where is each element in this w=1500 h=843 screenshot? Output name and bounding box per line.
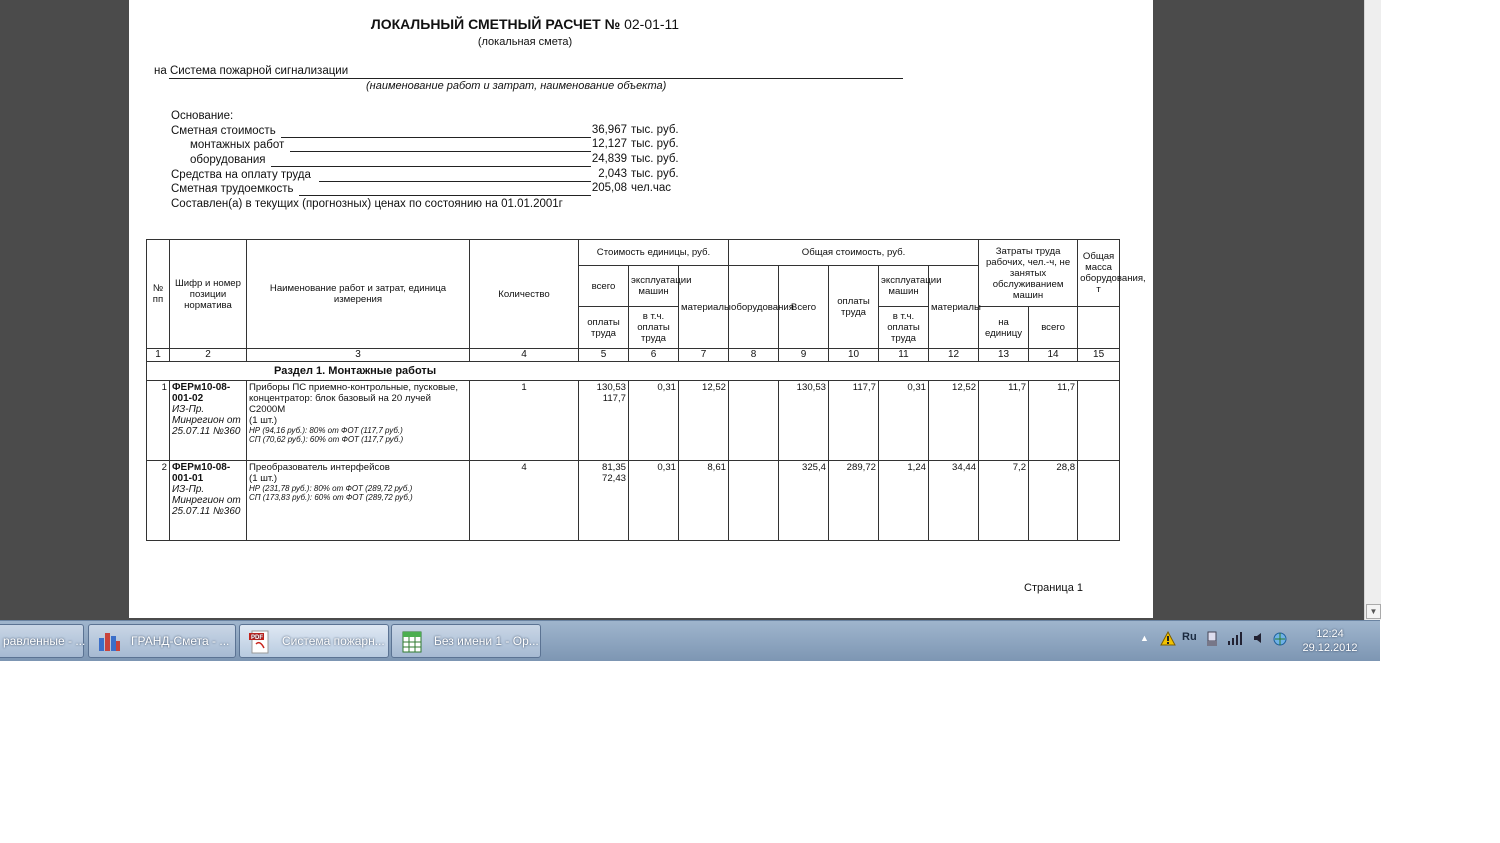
row-code-ref: ИЗ-Пр. Минрегион от 25.07.11 №360 xyxy=(172,484,241,517)
row-unit-cost-wages: 117,7 xyxy=(602,393,626,404)
header-unit-cost: Стоимость единицы, руб. xyxy=(579,240,729,266)
header-mass: Общая масса оборудования, т xyxy=(1078,240,1120,307)
summary-unit: тыс. руб. xyxy=(631,168,679,180)
pdf-icon xyxy=(248,630,272,652)
clock-time: 12:24 xyxy=(1316,628,1344,640)
object-underline xyxy=(169,78,903,79)
header-empty xyxy=(1078,307,1120,349)
row-c9: 325,4 xyxy=(779,461,829,541)
page-subtitle: (локальная смета) xyxy=(477,36,573,48)
header-labor: Затраты труда рабочих, чел.-ч, не занятых обслуживанием машин xyxy=(979,240,1078,307)
clock-date: 29.12.2012 xyxy=(1302,642,1358,654)
row-c15 xyxy=(1078,381,1120,461)
summary-underline xyxy=(271,166,591,167)
summary-value: 12,127 xyxy=(591,138,627,150)
header-total-cost: Общая стоимость, руб. xyxy=(729,240,979,266)
summary-value: 205,08 xyxy=(591,182,627,194)
row-unit-cost-wages: 72,43 xyxy=(601,473,626,484)
row-note: СП (70,62 руб.): 60% от ФОТ (117,7 руб.) xyxy=(249,435,404,444)
taskbar-item-spreadsheet[interactable] xyxy=(391,624,541,658)
summary-unit: тыс. руб. xyxy=(631,124,679,136)
page-title xyxy=(129,16,921,32)
row-num: 2 xyxy=(147,461,170,541)
col-number: 12 xyxy=(929,349,979,362)
row-code: ФЕРм10-08-001-01 xyxy=(172,462,231,484)
row-note: НР (231,78 руб.): 80% от ФОТ (289,72 руб.) xyxy=(249,484,413,493)
col-number: 6 xyxy=(629,349,679,362)
summary-label: Сметная трудоемкость xyxy=(171,183,294,195)
row-name-cell xyxy=(247,381,470,461)
header-wages: оплаты труда xyxy=(579,307,629,349)
prices-note: Составлен(а) в текущих (прогнозных) ценах по состоянию на 01.01.2001г xyxy=(171,198,563,210)
row-unit-cost xyxy=(579,381,629,461)
row-c8 xyxy=(729,381,779,461)
usb-icon[interactable] xyxy=(1205,631,1219,650)
row-c6: 0,31 xyxy=(629,461,679,541)
taskbar-item-pdf[interactable] xyxy=(239,624,389,658)
object-prefix: на xyxy=(154,65,167,77)
row-note: НР (94,16 руб.): 80% от ФОТ (117,7 руб.) xyxy=(249,426,403,435)
header-per-unit: на единицу xyxy=(979,307,1029,349)
vertical-scrollbar[interactable] xyxy=(1364,0,1381,620)
language-indicator[interactable]: Ru xyxy=(1182,631,1197,643)
taskbar-item-label: Без имени 1 - Ор... xyxy=(434,634,539,648)
header-machines: эксплуатации машин xyxy=(629,266,679,307)
col-number: 9 xyxy=(779,349,829,362)
show-hidden-icons-icon[interactable]: ▲ xyxy=(1140,633,1149,643)
row-code-ref: ИЗ-Пр. Минрегион от 25.07.11 №360 xyxy=(172,404,241,437)
row-c13: 11,7 xyxy=(979,381,1029,461)
summary-label: монтажных работ xyxy=(190,139,285,151)
header-qty: Количество xyxy=(470,240,579,349)
grand-smeta-icon xyxy=(97,630,121,652)
row-c8 xyxy=(729,461,779,541)
taskbar-item-label: Система пожарн... xyxy=(282,634,385,648)
col-number: 1 xyxy=(147,349,170,362)
svg-text:PDF: PDF xyxy=(251,635,263,641)
row-code-cell xyxy=(170,381,247,461)
basis-label: Основание: xyxy=(171,110,234,122)
system-clock[interactable] xyxy=(1300,627,1360,655)
col-number: 11 xyxy=(879,349,929,362)
scroll-down-arrow-icon[interactable]: ▼ xyxy=(1366,604,1381,619)
row-c11: 1,24 xyxy=(879,461,929,541)
row-c11: 0,31 xyxy=(879,381,929,461)
header-code: Шифр и номер позиции норматива xyxy=(170,240,247,349)
summary-unit: тыс. руб. xyxy=(631,138,679,150)
summary-label: Средства на оплату труда xyxy=(171,169,311,181)
taskbar-item-label: равленные - ... xyxy=(3,634,86,648)
row-c7: 12,52 xyxy=(679,381,729,461)
row-unit: (1 шт.) xyxy=(249,415,278,426)
col-number: 5 xyxy=(579,349,629,362)
col-number: 2 xyxy=(170,349,247,362)
header-total: Всего xyxy=(779,266,829,349)
col-number: 8 xyxy=(729,349,779,362)
title-text: ЛОКАЛЬНЫЙ СМЕТНЫЙ РАСЧЕТ № xyxy=(370,16,621,32)
header-machines: эксплуатации машин xyxy=(879,266,929,307)
row-c12: 12,52 xyxy=(929,381,979,461)
col-number: 14 xyxy=(1029,349,1078,362)
header-incl-wages: в т.ч. оплаты труда xyxy=(629,307,679,349)
row-num: 1 xyxy=(147,381,170,461)
header-num: № пп xyxy=(147,240,170,349)
taskbar-item-label: ГРАНД-Смета - ... xyxy=(131,634,230,648)
taskbar-item-folder[interactable] xyxy=(0,624,84,658)
page-number: Страница 1 xyxy=(1024,582,1084,594)
summary-value: 24,839 xyxy=(591,153,627,165)
object-note: (наименование работ и затрат, наименование объекта) xyxy=(366,80,667,92)
row-unit: (1 шт.) xyxy=(249,473,278,484)
table-row xyxy=(147,381,1120,461)
row-c13: 7,2 xyxy=(979,461,1029,541)
row-c12: 34,44 xyxy=(929,461,979,541)
header-incl-wages: в т.ч. оплаты труда xyxy=(879,307,929,349)
summary-unit: тыс. руб. xyxy=(631,153,679,165)
title-number: 02-01-11 xyxy=(624,16,680,32)
summary-underline xyxy=(299,195,591,196)
row-name: Преобразователь интерфейсов xyxy=(249,462,390,473)
header-wages: оплаты труда xyxy=(829,266,879,349)
summary-underline xyxy=(319,181,591,182)
object-name: Система пожарной сигнализации xyxy=(169,65,349,77)
row-qty: 1 xyxy=(470,381,579,461)
row-c10: 117,7 xyxy=(829,381,879,461)
volume-icon[interactable] xyxy=(1252,631,1266,648)
col-number: 15 xyxy=(1078,349,1120,362)
network-icon[interactable] xyxy=(1272,631,1288,650)
row-unit-cost-all: 81,35 xyxy=(601,462,626,473)
row-name-cell xyxy=(247,461,470,541)
summary-value: 2,043 xyxy=(598,168,627,180)
summary-underline xyxy=(281,137,591,138)
row-name: Приборы ПС приемно-контрольные, пусковые, концентратор: блок базовый на 20 лучей С2000М xyxy=(249,382,459,415)
object-line xyxy=(154,65,348,77)
section-title: Раздел 1. Монтажные работы xyxy=(147,362,1120,381)
col-number: 10 xyxy=(829,349,879,362)
header-equipment: оборудования xyxy=(729,266,779,349)
row-c9: 130,53 xyxy=(779,381,829,461)
row-unit-cost-all: 130,53 xyxy=(596,382,626,393)
row-code-cell xyxy=(170,461,247,541)
spreadsheet-icon xyxy=(400,630,424,652)
row-c14: 28,8 xyxy=(1029,461,1078,541)
document-page xyxy=(129,0,1153,618)
header-materials: материалы xyxy=(679,266,729,349)
header-name: Наименование работ и затрат, единица измерения xyxy=(247,240,470,349)
row-code: ФЕРм10-08-001-02 xyxy=(172,382,231,404)
row-qty: 4 xyxy=(470,461,579,541)
row-c6: 0,31 xyxy=(629,381,679,461)
col-number: 13 xyxy=(979,349,1029,362)
summary-underline xyxy=(290,151,591,152)
summary-label: оборудования xyxy=(190,154,266,166)
taskbar xyxy=(0,620,1380,661)
row-unit-cost xyxy=(579,461,629,541)
col-number: 4 xyxy=(470,349,579,362)
col-number: 7 xyxy=(679,349,729,362)
row-note: СП (173,83 руб.): 60% от ФОТ (289,72 руб.) xyxy=(249,493,413,502)
network-warning-icon[interactable] xyxy=(1160,631,1176,650)
summary-value: 36,967 xyxy=(591,124,627,136)
signal-icon[interactable] xyxy=(1227,631,1243,648)
row-c10: 289,72 xyxy=(829,461,879,541)
row-c7: 8,61 xyxy=(679,461,729,541)
col-number: 3 xyxy=(247,349,470,362)
header-all: всего xyxy=(579,266,629,307)
taskbar-item-grand-smeta[interactable] xyxy=(88,624,236,658)
table-row xyxy=(147,461,1120,541)
header-all2: всего xyxy=(1029,307,1078,349)
estimate-table xyxy=(146,239,1146,541)
header-materials: материалы xyxy=(929,266,979,349)
row-c14: 11,7 xyxy=(1029,381,1078,461)
row-c15 xyxy=(1078,461,1120,541)
summary-unit: чел.час xyxy=(631,182,672,194)
summary-label: Сметная стоимость xyxy=(171,125,276,137)
